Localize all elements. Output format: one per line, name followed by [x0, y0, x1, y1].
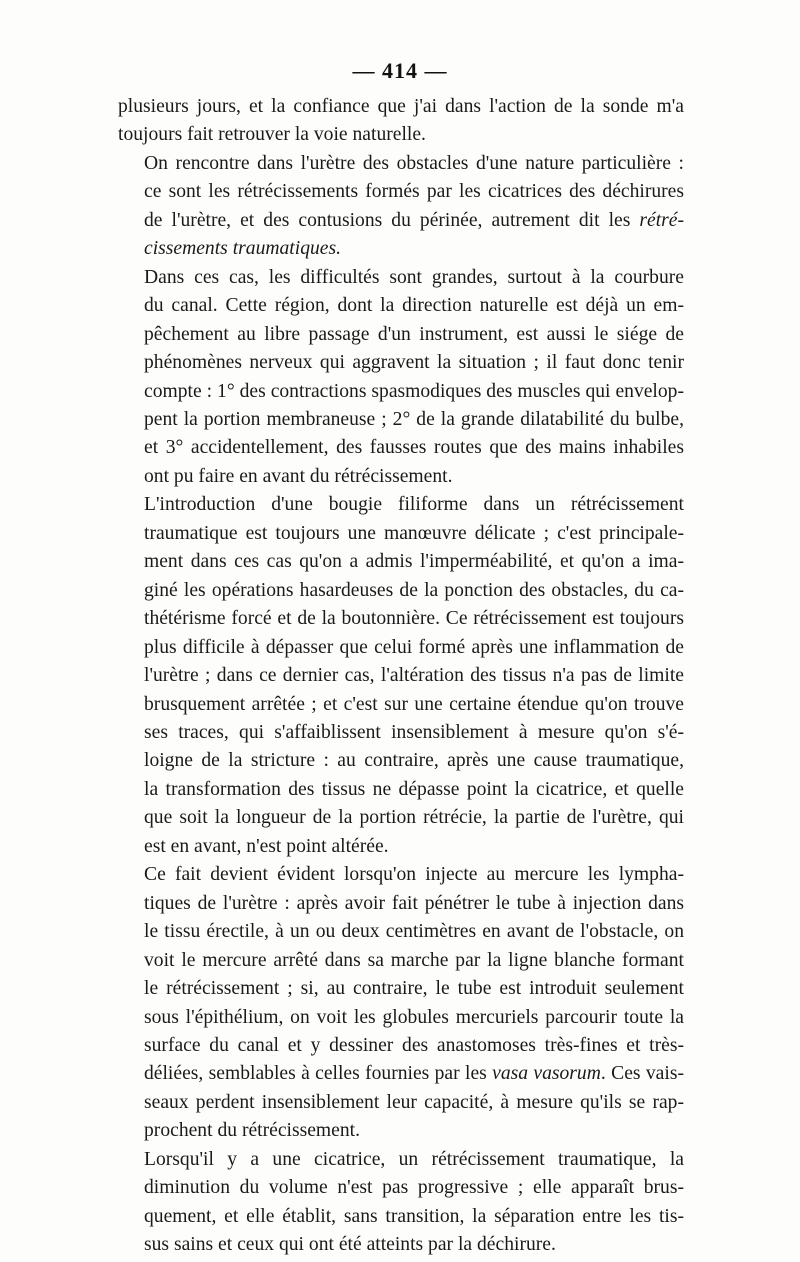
text-run: . Ces vais-	[600, 1063, 684, 1085]
text-line: surface du canal et y dessiner des anastomoses très-fines et très-	[144, 1034, 684, 1056]
text-line: est en avant, n'est point altérée.	[144, 835, 389, 857]
text-line: Ce fait devient évident lorsqu'on injecte au mercure les lympha-	[144, 864, 684, 886]
body-text	[118, 93, 684, 1260]
text-line: sous l'épithélium, on voit les globules mercuriels parcourir toute la	[144, 1006, 684, 1028]
text-line: prochent du rétrécissement.	[144, 1120, 360, 1142]
italic-term: vasa vasorum	[492, 1063, 601, 1085]
text-line: seaux perdent insensiblement leur capacité, à mesure qu'ils se rap-	[144, 1091, 684, 1113]
text-line: Dans ces cas, les difficultés sont grandes, surtout à la courbure	[144, 266, 684, 288]
text-line: On rencontre dans l'urètre des obstacles d'une nature particulière :	[144, 152, 684, 174]
text-line: L'introduction d'une bougie filiforme dans un rétrécissement	[144, 494, 684, 516]
text-line: toujours fait retrouver la voie naturelle.	[118, 124, 426, 146]
text-line: plus difficile à dépasser que celui formé après une inflammation de	[144, 636, 684, 658]
text-line: pêchement au libre passage d'un instrument, est aussi le siége de	[144, 323, 684, 345]
text-line: ment dans ces cas qu'on a admis l'imperméabilité, et qu'on a ima-	[144, 551, 684, 573]
text-line: du canal. Cette région, dont la direction naturelle est déjà un em-	[144, 295, 684, 317]
text-line: compte : 1° des contractions spasmodiques des muscles qui envelop-	[144, 380, 684, 402]
text-line	[118, 207, 684, 235]
paragraph-3	[118, 264, 684, 492]
text-line: le rétrécissement ; si, au contraire, le tube est introduit seulement	[144, 978, 684, 1000]
text-line: brusquement arrêtée ; et c'est sur une certaine étendue qu'on trouve	[144, 693, 684, 715]
paragraph-4	[118, 491, 684, 861]
italic-term: rétré-	[639, 209, 684, 231]
text-line: ce sont les rétrécissements formés par les cicatrices des déchirures	[144, 181, 684, 203]
italic-term: cissements traumatiques.	[144, 238, 342, 260]
paragraph-1	[118, 93, 684, 150]
text-line: Lorsqu'il y a une cicatrice, un rétrécissement traumatique, la	[144, 1148, 684, 1170]
text-line: le tissu érectile, à un ou deux centimètres en avant de l'obstacle, on	[144, 921, 684, 943]
text-line: pent la portion membraneuse ; 2° de la grande dilatabilité du bulbe,	[144, 408, 684, 430]
text-line: giné les opérations hasardeuses de la ponction des obstacles, du ca-	[144, 579, 684, 601]
text-line: ses traces, qui s'affaiblissent insensiblement à mesure qu'on s'é-	[144, 721, 684, 743]
text-line	[118, 1060, 684, 1088]
text-line	[118, 235, 684, 263]
text-line: diminution du volume n'est pas progressive ; elle apparaît brus-	[144, 1177, 684, 1199]
text-line: quement, et elle établit, sans transition, la séparation entre les tis-	[144, 1205, 684, 1227]
text-line: sus sains et ceux qui ont été atteints par la déchirure.	[144, 1234, 556, 1256]
text-run: de l'urètre, et des contusions du périnée, autrement dit les	[144, 209, 640, 231]
text-line: la transformation des tissus ne dépasse point la cicatrice, et quelle	[144, 778, 684, 800]
text-line: ont pu faire en avant du rétrécissement.	[144, 465, 453, 487]
page-number: — 414 —	[352, 58, 448, 83]
text-line: et 3° accidentellement, des fausses routes que des mains inhabiles	[144, 437, 684, 459]
text-line: traumatique est toujours une manœuvre délicate ; c'est principale-	[144, 522, 684, 544]
text-line: phénomènes nerveux qui aggravent la situation ; il faut donc tenir	[144, 352, 684, 374]
text-line: tiques de l'urètre : après avoir fait pénétrer le tube à injection dans	[144, 892, 684, 914]
paragraph-5	[118, 861, 684, 1146]
text-line: l'urètre ; dans ce dernier cas, l'altération des tissus n'a pas de limite	[144, 665, 684, 687]
text-run: déliées, semblables à celles fournies par les	[144, 1063, 493, 1085]
paragraph-2	[118, 150, 684, 264]
text-line: loigne de la stricture : au contraire, après une cause traumatique,	[144, 750, 684, 772]
text-line: voit le mercure arrêté dans sa marche par la ligne blanche formant	[144, 949, 684, 971]
text-line: plusieurs jours, et la confiance que j'ai dans l'action de la sonde m'a	[118, 96, 684, 117]
text-line: que soit la longueur de la portion rétrécie, la partie de l'urètre, qui	[144, 807, 684, 829]
text-line: thétérisme forcé et de la boutonnière. Ce rétrécissement est toujours	[144, 608, 684, 630]
paragraph-6	[118, 1146, 684, 1260]
